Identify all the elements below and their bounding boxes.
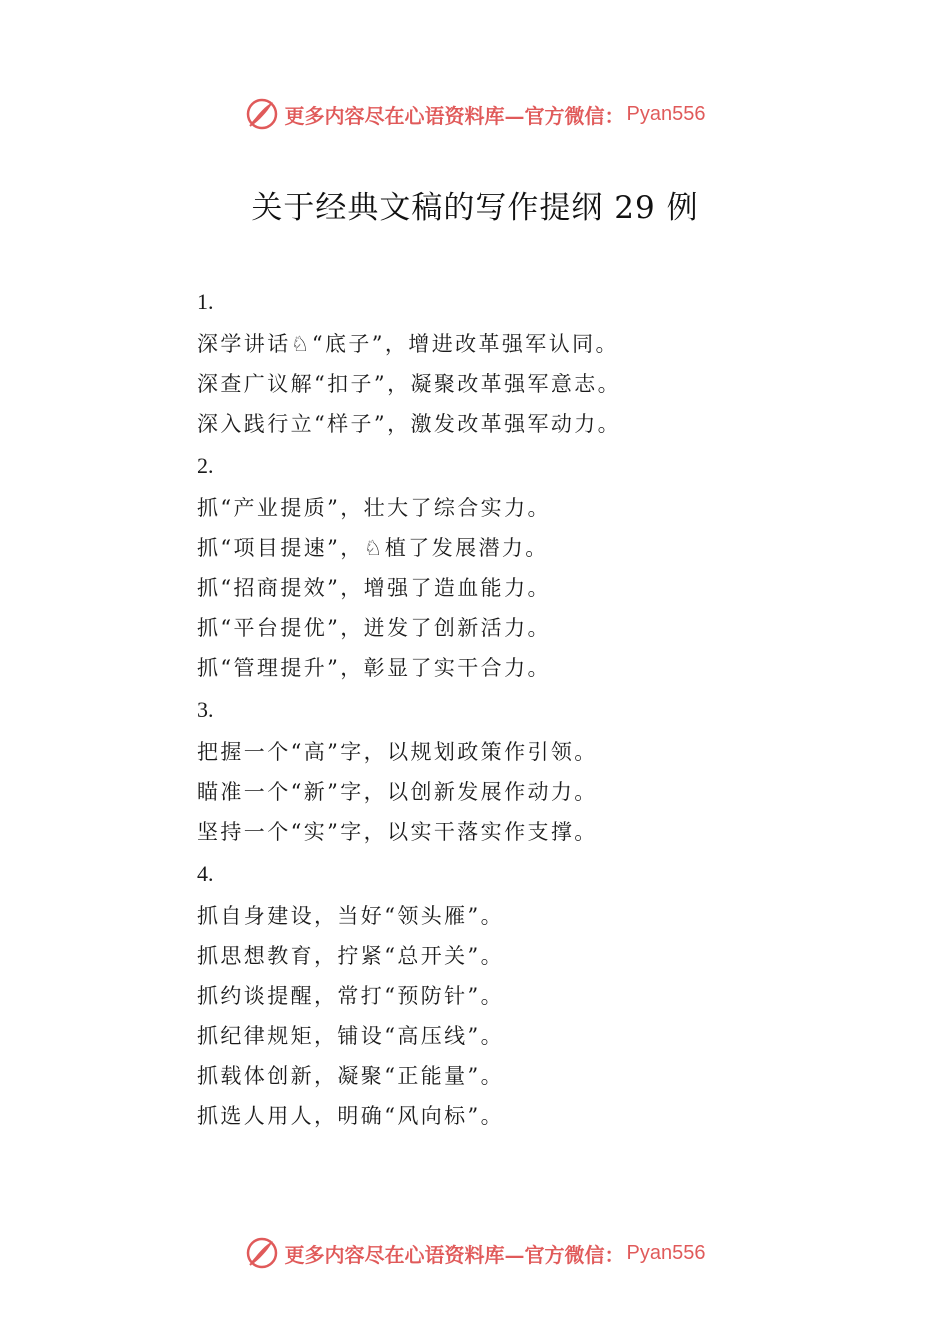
text-line: 抓思想教育，拧紧“总开关”。: [197, 944, 505, 968]
text-line: 抓纪律规矩，铺设“高压线”。: [197, 1024, 505, 1048]
text-line: 坚持一个“实”字，以实干落实作支撑。: [197, 820, 598, 844]
text-line: 抓“产业提质”，壮大了综合实力。: [197, 496, 551, 520]
section-number: 1.: [197, 289, 214, 314]
text-line: 抓“管理提升”，彰显了实干合力。: [197, 656, 551, 680]
text-line: 深学讲话♘“底子”，增进改革强军认同。: [197, 332, 619, 356]
text-line: 深入践行立“样子”，激发改革强军动力。: [197, 412, 622, 436]
footer-banner: [0, 1233, 950, 1273]
section-3: [197, 690, 817, 852]
text-line: 抓约谈提醒，常打“预防针”。: [197, 984, 505, 1008]
section-1: [197, 282, 817, 444]
text-line: 瞄准一个“新”字，以创新发展作动力。: [197, 780, 598, 804]
section-2: [197, 446, 817, 688]
text-line: 抓“平台提优”，迸发了创新活力。: [197, 616, 551, 640]
footer-banner-text: 更多内容尽在心语资料库—官方微信：: [284, 1242, 625, 1267]
quill-pen-logo-icon: [245, 97, 279, 131]
text-line: 抓选人用人，明确“风向标”。: [197, 1104, 505, 1128]
quill-pen-logo-icon: [245, 1236, 279, 1270]
text-line: 深查广议解“扣子”，凝聚改革强军意志。: [197, 372, 622, 396]
text-line: 抓“招商提效”，增强了造血能力。: [197, 576, 551, 600]
document-body: [197, 282, 817, 1138]
document-title: 关于经典文稿的写作提纲 29 例: [251, 190, 699, 226]
section-number: 2.: [197, 453, 214, 478]
header-banner: [0, 94, 950, 134]
section-number: 4.: [197, 861, 214, 886]
footer-banner-wechat-id: Pyan556: [626, 1241, 706, 1264]
header-banner-text: 更多内容尽在心语资料库—官方微信：: [284, 103, 625, 128]
text-line: 抓载体创新，凝聚“正能量”。: [197, 1064, 505, 1088]
text-line: 抓“项目提速”，♘植了发展潜力。: [197, 536, 549, 560]
section-number: 3.: [197, 697, 214, 722]
text-line: 把握一个“高”字，以规划政策作引领。: [197, 740, 598, 764]
section-4: [197, 854, 817, 1136]
text-line: 抓自身建设，当好“领头雁”。: [197, 904, 505, 928]
header-banner-wechat-id: Pyan556: [626, 102, 706, 125]
